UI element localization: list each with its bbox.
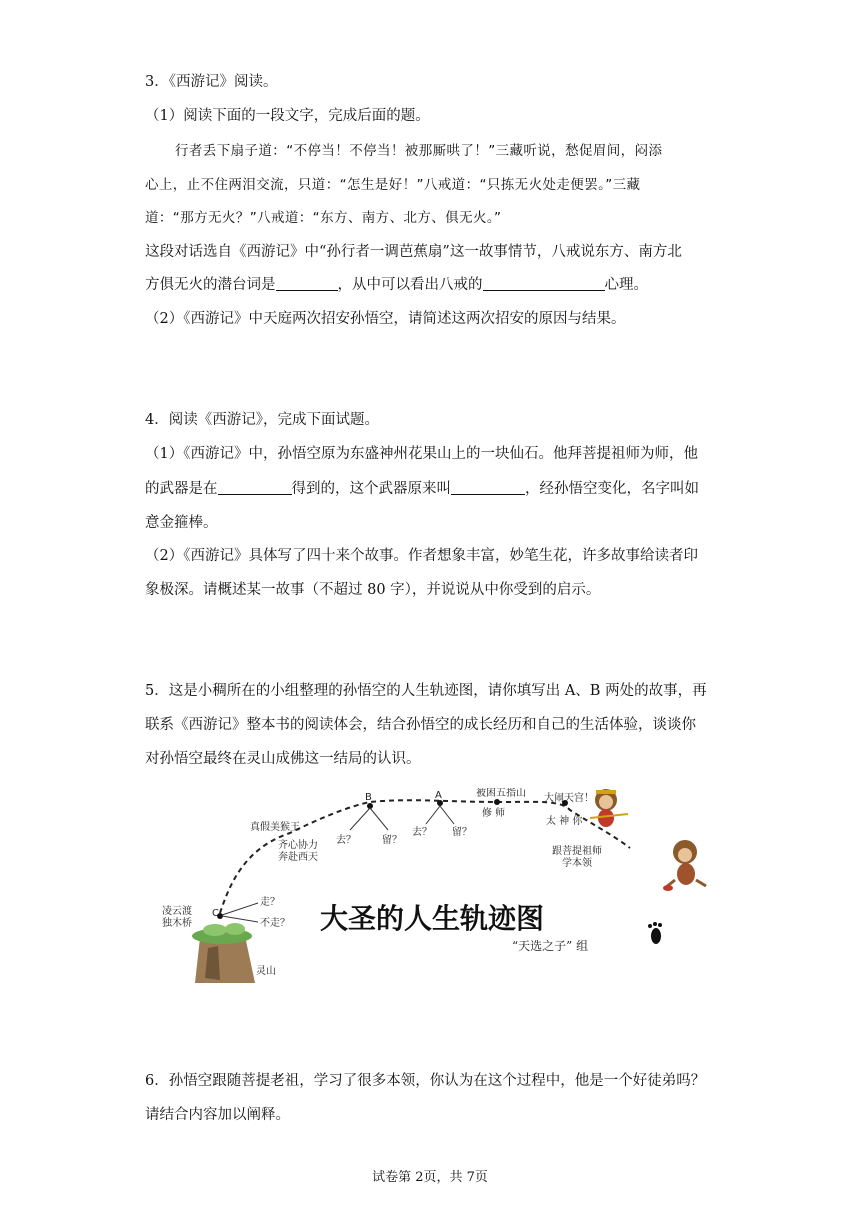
label-bridge1: 凌云渡 — [162, 906, 192, 917]
q4-part1-line3: 意金箍棒。 — [145, 515, 218, 531]
q4-text-segment: ，经孙悟空变化，名字叫如 — [525, 481, 699, 497]
q3-text-line2 — [145, 275, 725, 295]
q5-line3: 对孙悟空最终在灵山成佛这一结局的认识。 — [145, 751, 421, 767]
label-unite2: 奔赴西天 — [278, 852, 318, 863]
label-stay-a: 留？ — [452, 827, 472, 838]
q6-line2: 请结合内容加以阐释。 — [145, 1107, 290, 1123]
monkey-illustration-top — [590, 789, 628, 827]
label-trapped: 被困五指山 — [476, 788, 526, 799]
q3-quote-line3: 道：“那方无火？”八戒道：“东方、南方、北方、俱无火。” — [145, 210, 502, 226]
label-learn1: 跟菩提祖师 — [552, 846, 602, 857]
q3-part1-instruction: （1）阅读下面的一段文字，完成后面的题。 — [145, 108, 430, 124]
label-notwalk: 不走？ — [260, 918, 290, 929]
monkey-illustration-right — [663, 840, 706, 891]
label-stay-b: 留？ — [382, 835, 402, 846]
label-walk: 走？ — [260, 897, 280, 908]
branch-arrow — [426, 806, 440, 824]
q4-part1-line1: （1）《西游记》中，孙悟空原为东盛神州花果山上的一块仙石。他拜菩提祖师为师，他 — [145, 446, 698, 462]
q4-part2-line1: （2）《西游记》具体写了四十来个故事。作者想象丰富，妙笔生花，许多故事给读者印 — [145, 548, 698, 564]
label-lingshan: 灵山 — [256, 966, 276, 977]
branch-arrow — [370, 808, 388, 830]
label-unite1: 齐心协力 — [278, 840, 318, 851]
label-havoc: 大闹天宫！ — [544, 793, 594, 804]
q3-text-segment: 方俱无火的潜台词是 — [145, 277, 276, 293]
lingshan-mountain-illustration — [192, 923, 255, 983]
answer-blank[interactable] — [218, 479, 292, 495]
label-go-a: 去？ — [412, 827, 432, 838]
answer-blank[interactable] — [451, 479, 525, 495]
q4-text-segment: 得到的，这个武器原来叫 — [291, 481, 451, 497]
label-fake: 真假美猴王 — [250, 822, 300, 833]
q3-part2: （2）《西游记》中天庭两次招安孙悟空，请简述这两次招安的原因与结果。 — [145, 311, 626, 327]
label-bridge2: 独木桥 — [162, 918, 192, 929]
q3-quote-line2: 心上，止不住两泪交流，只道：“怎生是好！”八戒道：“只拣无火处走便罢。”三藏 — [145, 177, 641, 193]
point-trapped — [494, 799, 500, 805]
q3-text-segment: 心理。 — [604, 277, 648, 293]
q4-text-segment: 的武器是在 — [145, 481, 218, 497]
label-go-b: 去？ — [336, 835, 356, 846]
answer-blank[interactable] — [483, 275, 605, 291]
branch-arrow — [440, 806, 454, 824]
page-footer: 试卷第 2页，共 7页 — [372, 1170, 488, 1185]
label-b: B — [365, 792, 372, 803]
q3-title: 3．《西游记》阅读。 — [145, 74, 278, 90]
label-xiuxing: 修 师 — [482, 808, 506, 819]
q3-quote-line1: 行者丢下扇子道：“不停当！不停当！被那厮哄了！”三藏听说，愁促眉间，闷添 — [175, 143, 663, 159]
branch-arrow — [350, 808, 370, 830]
q4-part2-line2: 象极深。请概述某一故事（不超过 80 字），并说说从中你受到的启示。 — [145, 582, 601, 598]
q5-line1: 5．这是小稠所在的小组整理的孙悟空的人生轨迹图，请你填写出 A、B 两处的故事，再 — [145, 683, 707, 699]
branch-arrow — [222, 916, 258, 922]
q4-part1-line2 — [145, 479, 725, 499]
figure-title: 大圣的人生轨迹图 — [320, 902, 545, 935]
q3-text-segment: ，从中可以看出八戒的 — [337, 277, 483, 293]
q6-line1: 6．孙悟空跟随菩提老祖，学习了很多本领，你认为在这个过程中，他是一个好徒弟吗？ — [145, 1073, 706, 1089]
q4-title: 4．阅读《西游记》，完成下面试题。 — [145, 412, 379, 428]
q5-line2: 联系《西游记》整本书的阅读体会，结合孙悟空的成长经历和自己的生活体验，谈谈你 — [145, 717, 696, 733]
label-a: A — [435, 790, 442, 801]
answer-blank[interactable] — [276, 275, 338, 291]
branch-arrow — [222, 903, 258, 915]
footprint-icon — [648, 922, 662, 944]
figure-subtitle: “天选之子” 组 — [512, 939, 589, 953]
label-c: C — [212, 908, 219, 919]
label-learn2: 学本领 — [562, 858, 592, 869]
label-taishen: 太 神 你 — [546, 816, 583, 827]
trajectory-figure — [160, 788, 720, 988]
q3-text-line1: 这段对话选自《西游记》中“孙行者一调芭蕉扇”这一故事情节，八戒说东方、南方北 — [145, 244, 682, 260]
